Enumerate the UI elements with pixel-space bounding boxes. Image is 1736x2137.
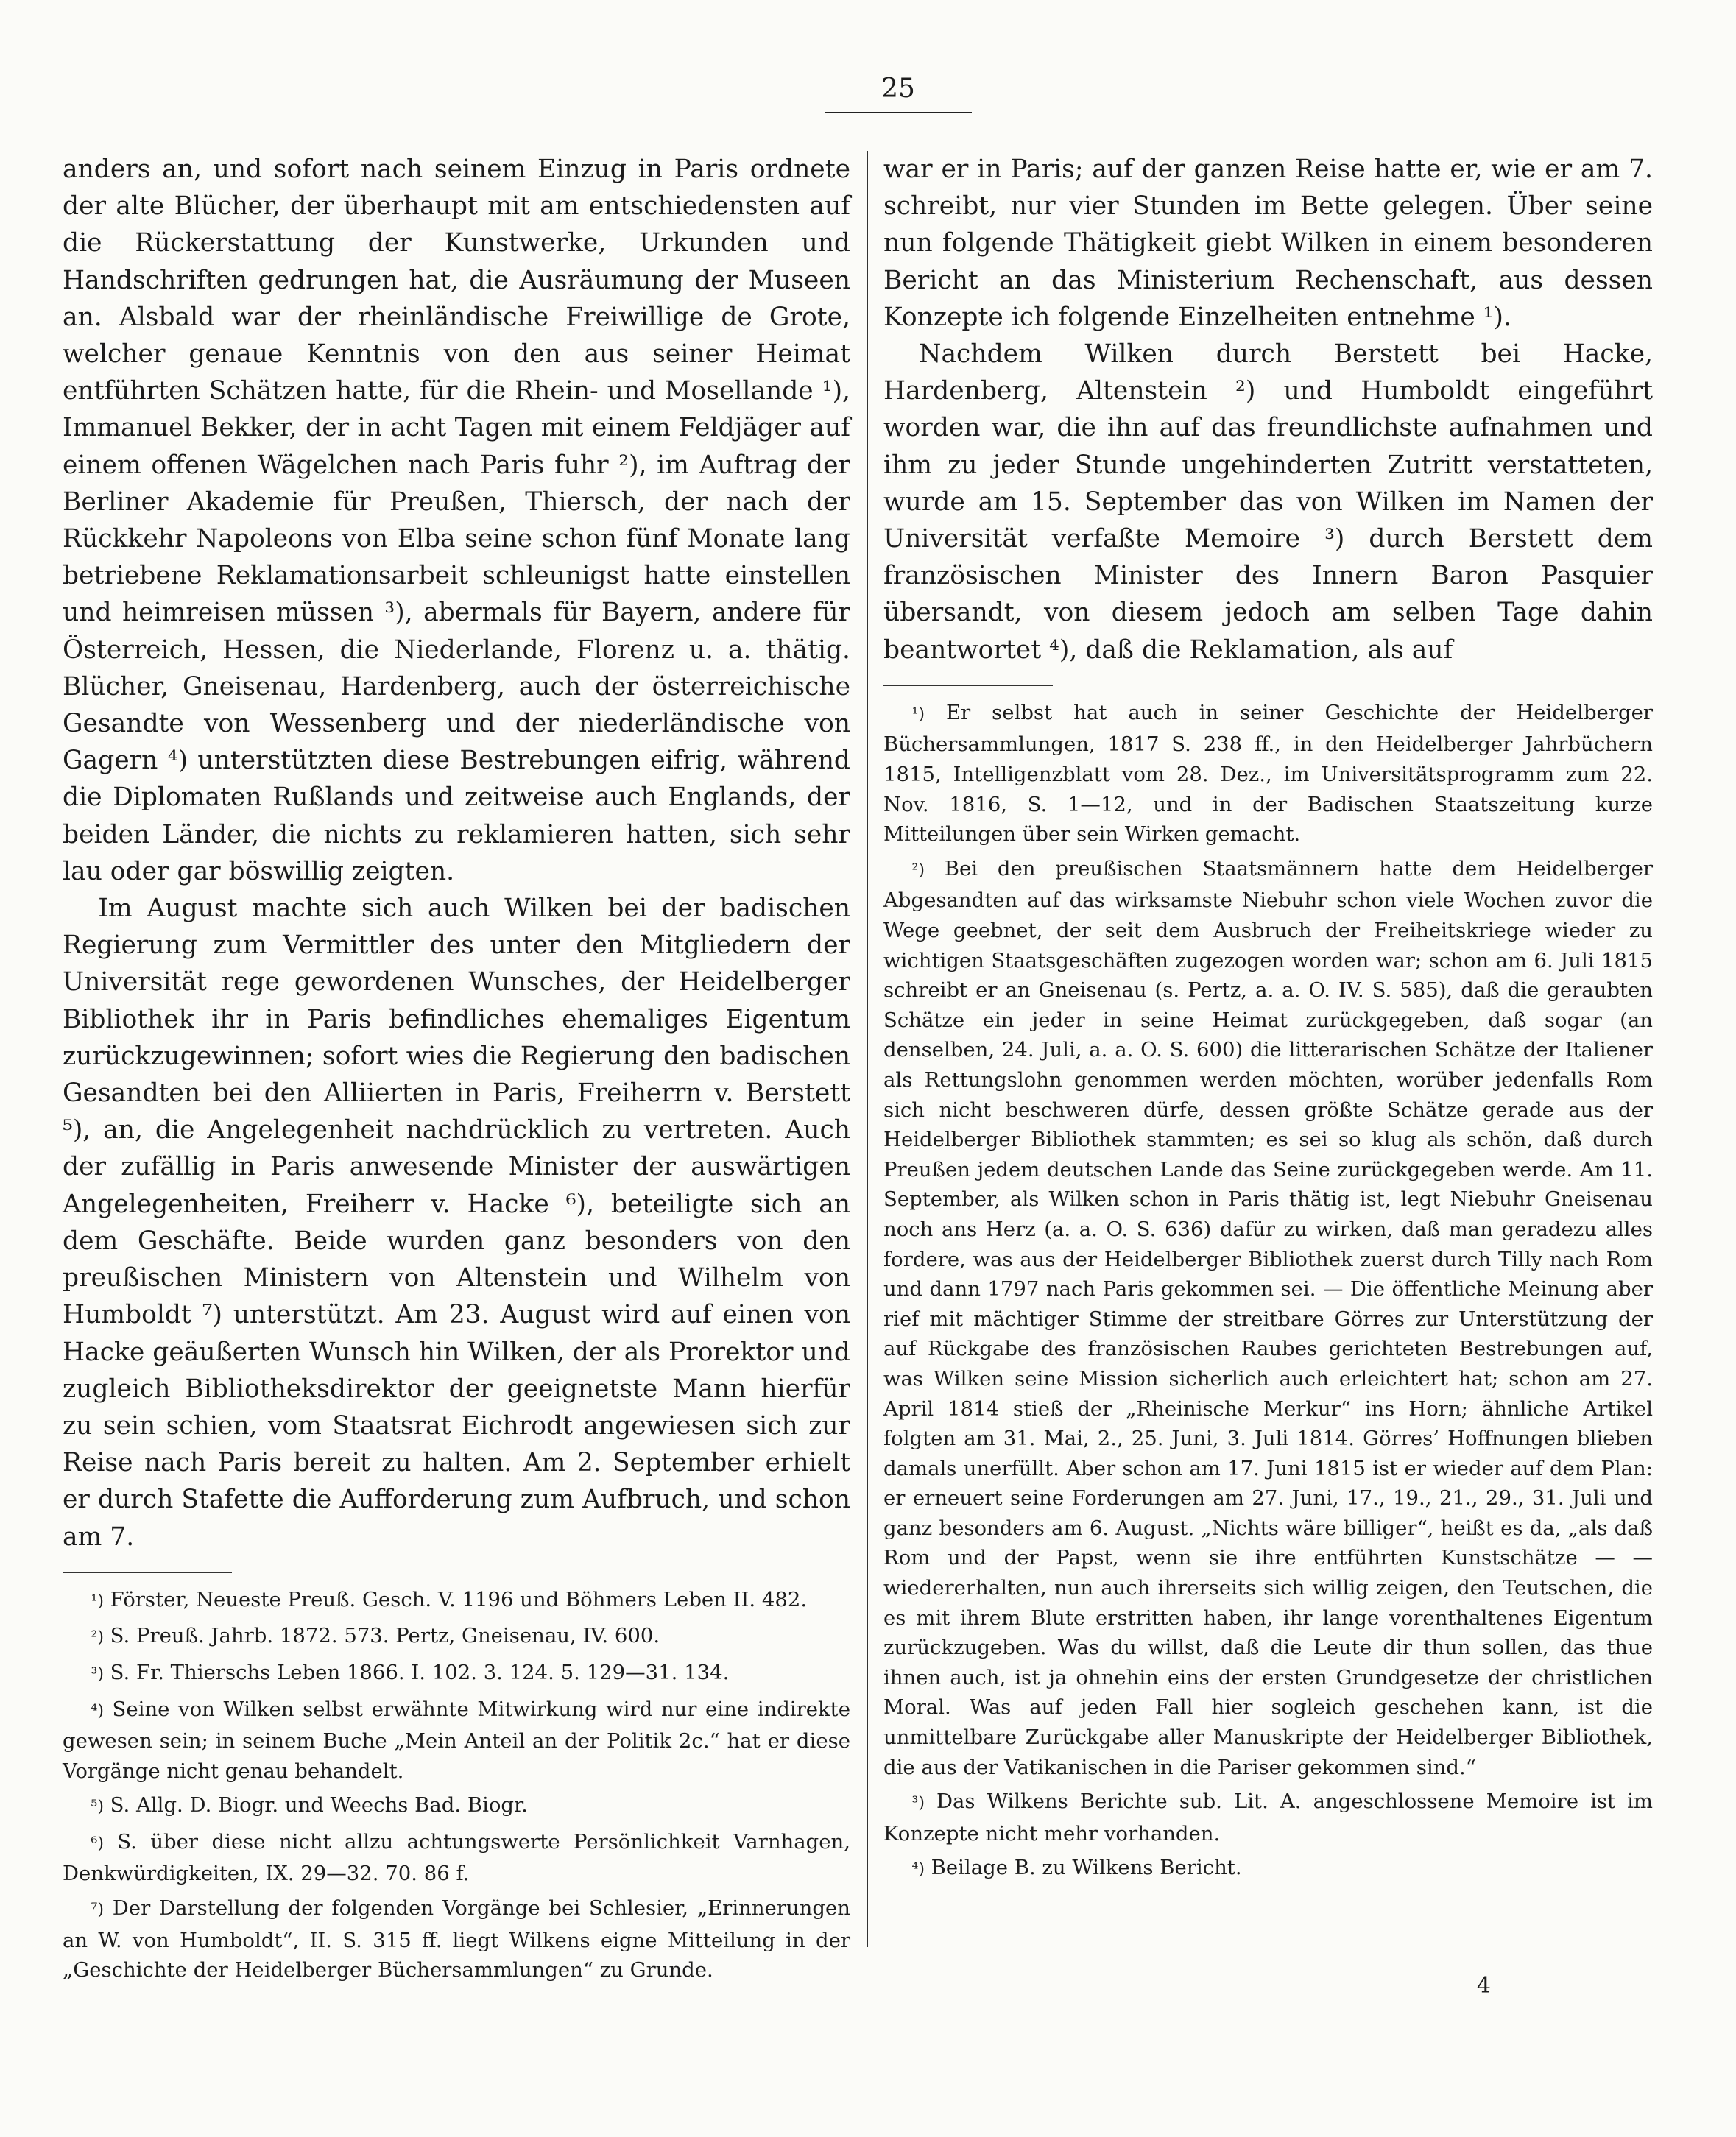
right-paragraph-1: war er in Paris; auf der ganzen Reise hatte er, wie er am 7. schreibt, nur vier Stunden im Bette gelegen. Über seine nun folgende Thätigkeit giebt Wilken in einem besonderen Bericht an das Ministerium Rechenschaft, aus dessen Konzepte ich folgende Einzelheiten entnehme ¹). [883, 155, 1653, 332]
footnote-number: ⁶) [91, 1834, 104, 1853]
right-column [883, 151, 1653, 1890]
left-body-text [63, 151, 850, 1555]
right-footnote-3 [883, 1787, 1653, 1848]
left-footnotes [63, 1585, 850, 1985]
left-paragraph-1: anders an, und sofort nach seinem Einzug in Paris ordnete der alte Blücher, der überhaupt mit am entschiedensten auf die Rückerstattung der Kunstwerke, Urkunden und Handschriften gedrungen hat, die Ausräumung der Museen an. Alsbald war der rheinländische Freiwillige de Grote, welcher genaue Kenntnis von den aus seiner Heimat entführten Schätzen hatte, für die Rhein- und Mosellande ¹), Immanuel Bekker, der in acht Tagen mit einem Feldjäger auf einem offenen Wägelchen nach Paris fuhr ²), im Auftrag der Berliner Akademie für Preußen, Thiersch, der nach der Rückkehr Napoleons von Elba seine schon fünf Monate lang betriebene Reklamationsarbeit schleunigst hatte einstellen und heimreisen müssen ³), abermals für Bayern, andere für Österreich, Hessen, die Niederlande, Florenz u. a. thätig. Blücher, Gneisenau, Hardenberg, auch der österreichische Gesandte von Wessenberg und der niederländische von Gagern ⁴) unterstützten diese Bestrebungen eifrig, während die Diplomaten Rußlands und zeitweise auch Englands, der beiden Länder, die nichts zu reklamieren hatten, sich sehr lau oder gar böswillig zeigten. [63, 155, 850, 886]
left-footnote-rule [63, 1572, 232, 1573]
left-paragraph-2: Im August machte sich auch Wilken bei der badischen Regierung zum Vermittler des unter den Mitgliedern der Universität rege gewordenen Wunsches, der Heidelberger Bibliothek ihr in Paris befindliches ehemaliges Eigentum zurückzugewinnen; sofort wies die Regierung den badischen Gesandten bei den Alliierten in Paris, Freiherrn v. Berstett ⁵), an, die Angelegenheit nachdrücklich zu vertreten. Auch der zufällig in Paris anwesende Minister der auswärtigen Angelegenheiten, Freiherr v. Hacke ⁶), beteiligte sich an dem Geschäfte. Beide wurden ganz besonders von den preußischen Ministern von Altenstein und Wilhelm von Humboldt ⁷) unterstützt. Am 23. August wird auf einen von Hacke geäußerten Wunsch hin Wilken, der als Prorektor und zugleich Bibliotheksdirektor der geeignetste Mann hierfür zu sein schien, vom Staatsrat Eichrodt angewiesen sich zur Reise nach Paris bereit zu halten. Am 2. September erhielt er durch Stafette die Aufforderung zum Aufbruch, und schon am 7. [63, 894, 850, 1552]
footnote-text: Förster, Neueste Preuß. Gesch. V. 1196 und Böhmers Leben II. 482. [110, 1587, 808, 1611]
right-paragraph-2: Nachdem Wilken durch Berstett bei Hacke, Hardenberg, Altenstein ²) und Humboldt eingeführt worden war, die ihn auf das freundlichste aufnahmen und ihm zu jeder Stunde ungehinderten Zutritt verstatteten, wurde am 15. September das von Wilken im Namen der Universität verfaßte Memoire ³) durch Berstett dem französischen Minister des Innern Baron Pasquier übersandt, von diesem jedoch am selben Tage dahin beantwortet ⁴), daß die Reklamation, als auf [883, 339, 1653, 665]
left-footnote-7 [63, 1893, 850, 1985]
footnote-text: Bei den preußischen Staatsmännern hatte dem Heidelberger Abgesandten auf das wirksamste Niebuhr schon viele Wochen zuvor die Wege geebnet, der seit dem Ausbruch der Freiheitskriege wieder zu wichtigen Staatsgeschäften zugezogen worden war; schon am 6. Juli 1815 schreibt er an Gneisenau (s. Pertz, a. a. O. IV. S. 585), daß die geraubten Schätze ein jeder in seine Heimat zurückgegeben, daß sogar (an denselben, 24. Juli, a. a. O. S. 600) die litterarischen Schätze der Italiener als Rettungslohn genommen werden möchten, worüber jedenfalls Rom sich nicht beschweren dürfe, dessen größte Schätze gerade aus der Heidelberger Bibliothek stammten; es sei so klug als schön, daß durch Preußen jedem deutschen Lande das Seine zurückgegeben werde. Am 11. September, als Wilken schon in Paris thätig ist, legt Niebuhr Gneisenau noch ans Herz (a. a. O. S. 636) dafür zu wirken, daß man geradezu alles fordere, was aus der Heidelberger Bibliothek zuerst durch Tilly nach Rom und dann 1797 nach Paris gekommen sei. — Die öffentliche Meinung aber rief mit mächtiger Stimme der streitbare Görres zur Unterstützung der auf Rückgabe des französischen Raubes gerichteten Bestrebungen auf, was Wilken seine Mission sicherlich auch erleichtert hat; schon am 27. April 1814 stieß der „Rheinische Merkur“ ins Horn; ähnliche Artikel folgten am 31. Mai, 2., 25. Juni, 3. Juli 1814. Görres’ Hoffnungen blieben damals unerfüllt. Aber schon am 17. Juni 1815 ist er wieder auf dem Plan: er erneuert seine Forderungen am 27. Juni, 17., 19., 21., 29., 31. Juli und ganz besonders am 6. August. „Nichts wäre billiger“, heißt es da, „als daß Rom und der Papst, wenn sie ihre entführten Kunstschätze — — wiedererhalten, nun auch ihrerseits sich willig zeigen, den Teutschen, die es mit ihrem Blute erstritten haben, ihr lange vorenthaltenes Eigentum zurückzugeben. Was du willst, daß die Leute dir thun sollen, das thue ihnen auch, ist ja ohnehin eins der ersten Grundgesetze der christlichen Moral. Was auf jeden Fall hier sogleich geschehen kann, ist die unmittelbare Zurückgabe aller Manuskripte der Heidelberger Bibliothek, die aus der Vatikanischen in die Pariser gekommen sind.“ [883, 856, 1653, 1779]
right-footnote-1 [883, 698, 1653, 849]
footnote-text: Er selbst hat auch in seiner Geschichte der Heidelberger Büchersammlungen, 1817 S. 238 ff., in den Heidelberger Jahrbüchern 1815, Intelligenzblatt vom 28. Dez., im Universitätsprogramm zum 22. Nov. 1816, S. 1—12, und in der Badischen Staatszeitung kurze Mitteilungen über sein Wirken gemacht. [883, 700, 1653, 847]
footnote-text: S. Allg. D. Biogr. und Weechs Bad. Biogr. [110, 1793, 528, 1818]
footnote-text: Das Wilkens Berichte sub. Lit. A. angeschlossene Memoire ist im Konzepte nicht mehr vorhanden. [883, 1790, 1653, 1845]
footnote-text: Der Darstellung der folgenden Vorgänge bei Schlesier, „Erinnerungen an W. von Humboldt“, II. S. 315 ff. liegt Wilkens eigne Mitteilung in der „Geschichte der Heidelberger Büchersammlungen“ zu Grunde. [63, 1896, 850, 1982]
footnote-number: ⁴) [91, 1701, 104, 1720]
left-footnote-3 [63, 1658, 850, 1690]
sheet-number: 4 [1476, 1973, 1491, 1999]
footnote-number: ²) [91, 1628, 104, 1647]
footnote-number: ³) [91, 1664, 104, 1684]
footnote-number: ¹) [911, 704, 925, 724]
footnote-text: Seine von Wilken selbst erwähnte Mitwirkung wird nur eine indirekte gewesen sein; in seinem Buche „Mein Anteil an der Politik 2c.“ hat er diese Vorgänge nicht genau behandelt. [63, 1697, 851, 1783]
footnote-number: ¹) [91, 1592, 104, 1611]
column-divider [867, 151, 868, 1947]
page-number: 25 [881, 74, 915, 104]
footnote-number: ⁷) [91, 1901, 104, 1920]
header-rule [825, 112, 972, 113]
footnote-text: S. Preuß. Jahrb. 1872. 573. Pertz, Gneisenau, IV. 600. [110, 1624, 660, 1648]
left-footnote-4 [63, 1695, 850, 1787]
footnote-text: S. Fr. Thierschs Leben 1866. I. 102. 3. 124. 5. 129—31. 134. [110, 1660, 730, 1684]
left-column [63, 151, 850, 1990]
footnote-number: ⁴) [911, 1860, 925, 1879]
left-footnote-2 [63, 1621, 850, 1653]
left-footnote-1 [63, 1585, 850, 1617]
footnote-number: ³) [911, 1794, 925, 1813]
right-footnotes [883, 698, 1653, 1885]
footnote-text: Beilage B. zu Wilkens Bericht. [931, 1856, 1242, 1880]
right-footnote-2 [883, 854, 1653, 1782]
footnote-text: S. über diese nicht allzu achtungswerte Persönlichkeit Varnhagen, Denkwürdigkeiten, IX. 29—32. 70. 86 f. [63, 1829, 850, 1886]
right-footnote-rule [883, 685, 1053, 686]
left-footnote-6 [63, 1827, 850, 1889]
footnote-number: ⁵) [91, 1798, 104, 1817]
left-footnote-5 [63, 1790, 850, 1823]
footnote-number: ²) [911, 861, 925, 880]
right-body-text [883, 151, 1653, 668]
right-footnote-4 [883, 1853, 1653, 1885]
